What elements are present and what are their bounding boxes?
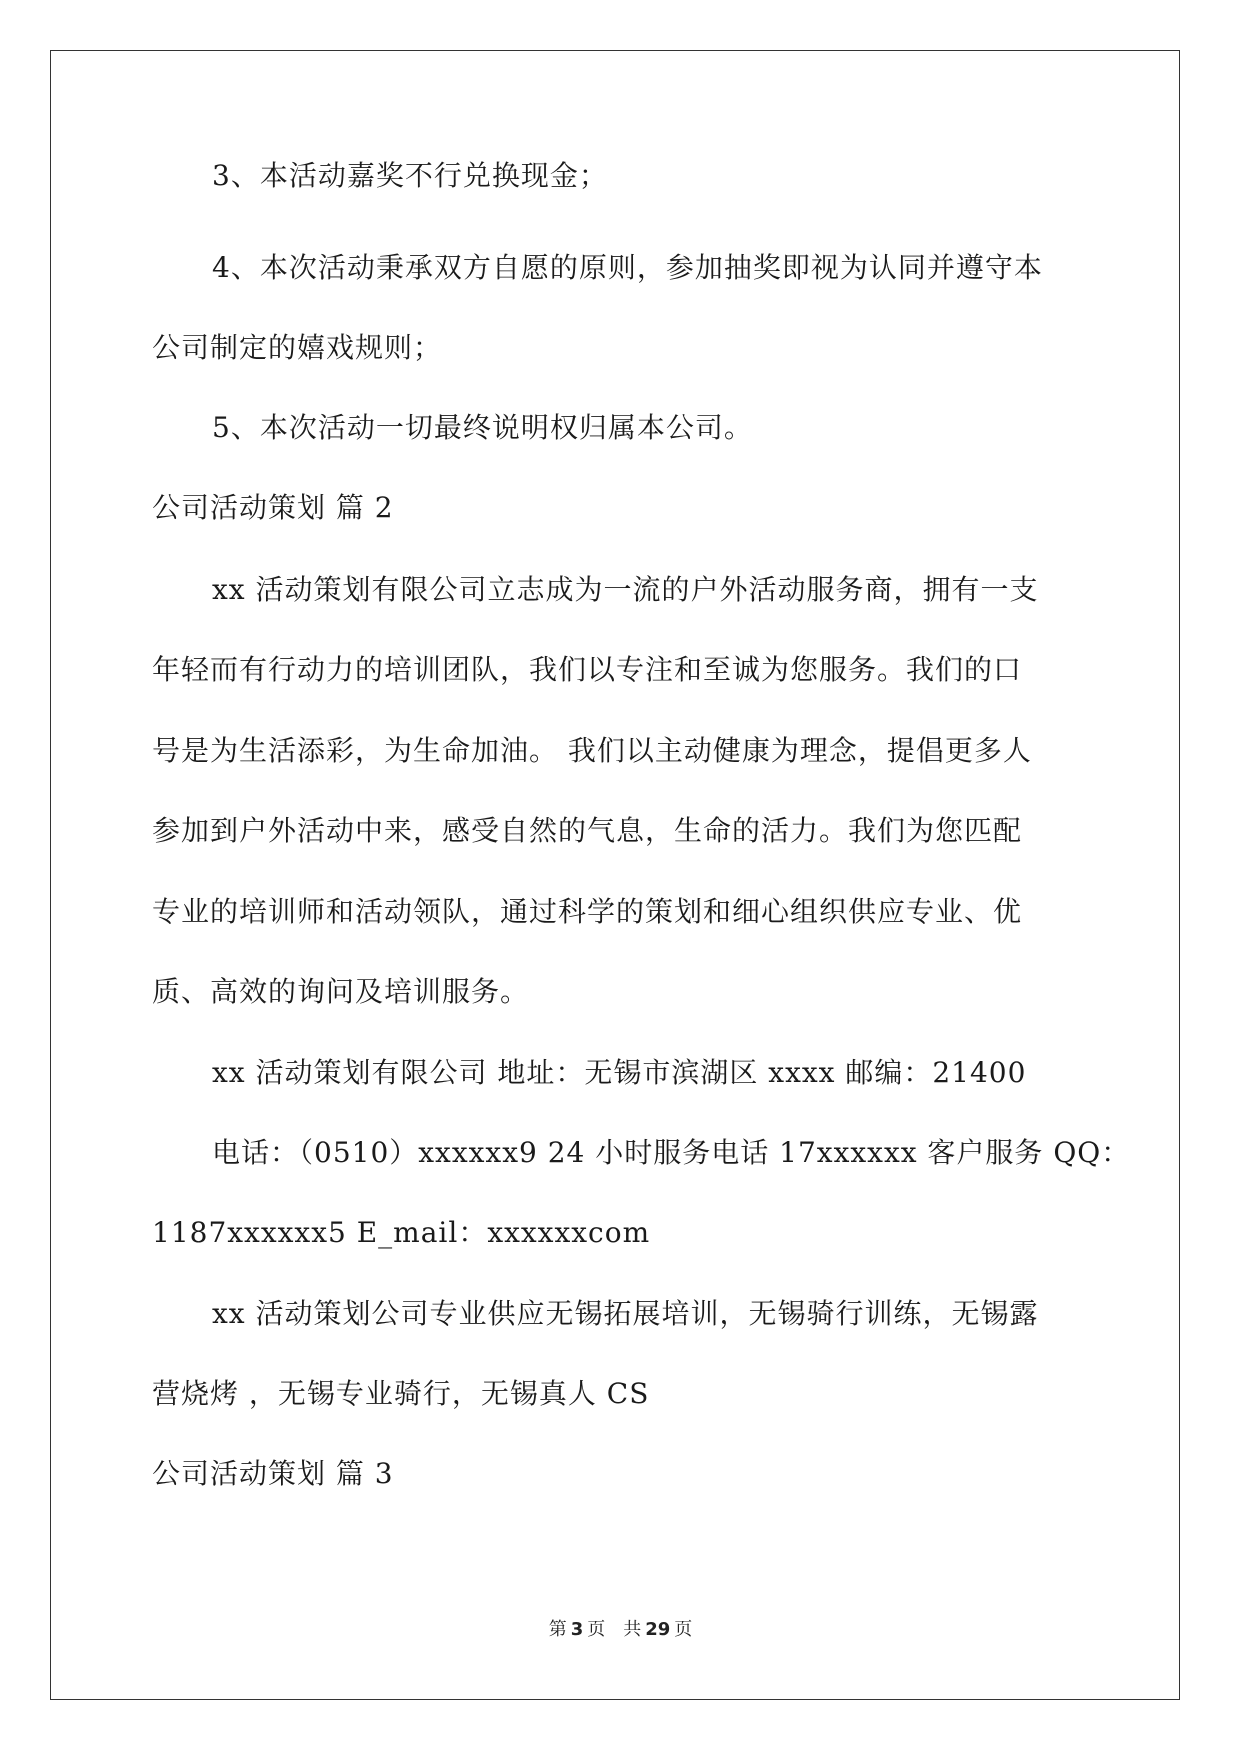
paragraph-line: xx 活动策划有限公司立志成为一流的户外活动服务商，拥有一支: [212, 573, 1039, 606]
page-mid: 页 共: [587, 1619, 642, 1640]
paragraph-line: 1187xxxxxx5 E_mail：xxxxxxcom: [152, 1216, 651, 1249]
page-total: 29: [645, 1619, 671, 1640]
page-border: [50, 50, 1180, 1700]
paragraph-line: 电话：（0510）xxxxxx9 24 小时服务电话 17xxxxxx 客户服务 QQ：: [212, 1136, 1131, 1169]
page-prefix: 第: [548, 1619, 567, 1640]
page-footer: [0, 1615, 1241, 1641]
paragraph-line: 3、本活动嘉奖不行兑换现金；: [212, 159, 608, 192]
section-heading: 公司活动策划 篇 2: [152, 491, 394, 524]
paragraph-line: 号是为生活添彩，为生命加油。 我们以主动健康为理念，提倡更多人: [152, 734, 1032, 767]
page-suffix: 页: [674, 1619, 693, 1640]
paragraph-line: 年轻而有行动力的培训团队，我们以专注和至诚为您服务。我们的口: [152, 653, 1023, 686]
paragraph-line: 专业的培训师和活动领队，通过科学的策划和细心组织供应专业、优: [152, 895, 1023, 928]
paragraph-line: xx 活动策划公司专业供应无锡拓展培训，无锡骑行训练，无锡露: [212, 1297, 1039, 1330]
paragraph-line: 公司制定的嬉戏规则；: [152, 331, 443, 364]
paragraph-line: 营烧烤 ，无锡专业骑行，无锡真人 CS: [152, 1377, 650, 1410]
section-heading: 公司活动策划 篇 3: [152, 1457, 394, 1490]
page-current: 3: [570, 1619, 584, 1640]
paragraph-line: 质、高效的询问及培训服务。: [152, 975, 530, 1008]
paragraph-line: 5、本次活动一切最终说明权归属本公司。: [212, 411, 753, 444]
paragraph-line: 4、本次活动秉承双方自愿的原则，参加抽奖即视为认同并遵守本: [212, 251, 1043, 284]
paragraph-line: xx 活动策划有限公司 地址：无锡市滨湖区 xxxx 邮编：21400: [212, 1056, 1027, 1089]
paragraph-line: 参加到户外活动中来，感受自然的气息，生命的活力。我们为您匹配: [152, 814, 1023, 847]
